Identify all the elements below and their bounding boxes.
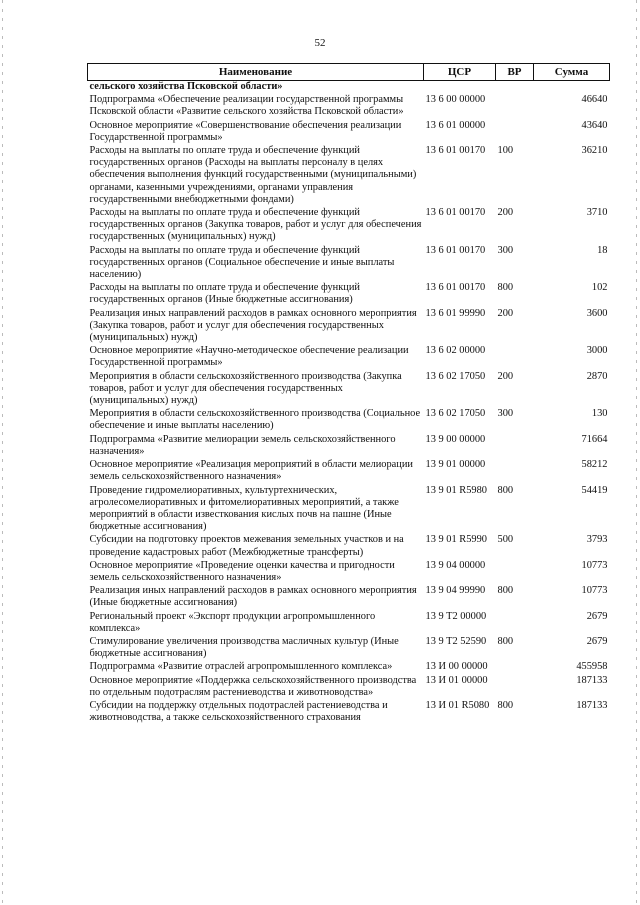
row-csr: 13 6 00 00000	[425, 94, 486, 106]
table-row	[88, 145, 610, 207]
row-name: Мероприятия в области сельскохозяйственного производства (Социальное обеспечение и иные выплаты населению)	[89, 408, 421, 432]
row-vr: 200	[497, 207, 514, 219]
row-name: Расходы на выплаты по оплате труда и обеспечение функций государственных органов (Иные бюджетные ассигнования)	[89, 282, 360, 306]
table-row	[88, 534, 610, 559]
row-vr: 300	[497, 244, 514, 256]
row-name: Проведение гидромелиоративных, культуртехнических, агролесомелиоративных и фитомелиоративных мероприятий, а также мероприятий в области известкования кислых почв на пашне (Иные бюджетные ассигнования)	[89, 484, 399, 533]
row-vr: 200	[497, 307, 514, 319]
row-name: Реализация иных направлений расходов в рамках основного мероприятия (Закупка товаров, работ и услуг для обеспечения государственных (муниципальных) нужд)	[89, 307, 417, 344]
row-sum: 3793	[586, 534, 608, 546]
row-vr	[496, 675, 534, 700]
row-vr	[496, 661, 534, 674]
row-vr: 800	[497, 699, 514, 711]
row-sum: 2870	[586, 370, 608, 382]
row-sum: 54419	[581, 484, 608, 496]
row-csr: 13 9 01 R5980	[425, 484, 487, 496]
table-body	[88, 81, 610, 726]
row-sum: 46640	[581, 94, 608, 106]
scan-edge-right	[636, 0, 637, 905]
row-sum: 3710	[586, 207, 608, 219]
row-csr: 13 6 01 00170	[425, 145, 486, 157]
row-vr: 100	[497, 145, 514, 157]
table-header-row	[88, 64, 610, 81]
row-name: Мероприятия в области сельскохозяйственного производства (Закупка товаров, работ и услуг для обеспечения государственных (муниципальных) нужд)	[89, 370, 402, 407]
row-csr: 13 И 01 R5080	[425, 699, 490, 711]
table-row	[88, 282, 610, 307]
row-name: Подпрограмма «Обеспечение реализации государственной программы Псковской области «Развитие сельского хозяйства Псковской области»	[89, 94, 404, 118]
row-vr: 800	[497, 484, 514, 496]
row-name: Основное мероприятие «Поддержка сельскохозяйственного производства по отдельным подотраслям растениеводства и животноводства»	[89, 674, 417, 698]
table-row	[88, 459, 610, 484]
continuation-text: сельского хозяйства Псковской области»	[89, 81, 283, 92]
row-name: Основное мероприятие «Проведение оценки качества и пригодности земель сельскохозяйственного назначения»	[89, 559, 395, 583]
row-sum: 2679	[586, 635, 608, 647]
row-sum: 187133	[576, 699, 608, 711]
row-vr: 300	[497, 408, 514, 420]
table-row	[88, 611, 610, 636]
row-sum: 58212	[581, 459, 608, 471]
table-row	[88, 585, 610, 610]
row-csr: 13 9 01 R5990	[425, 534, 487, 546]
table-row	[88, 434, 610, 459]
row-name: Субсидии на подготовку проектов межевания земельных участков и на проведение кадастровых работ (Межбюджетные трансферты)	[89, 534, 404, 558]
row-csr: 13 6 02 17050	[425, 408, 486, 420]
row-sum: 187133	[576, 674, 608, 686]
row-csr: 13 9 T2 52590	[425, 635, 487, 647]
header-name: Наименование	[88, 64, 424, 81]
row-csr: 13 И 01 00000	[425, 674, 488, 686]
header-vr: ВР	[496, 64, 534, 81]
table-row	[88, 308, 610, 346]
row-name: Субсидии на поддержку отдельных подотраслей растениеводства и животноводства, а также сельскохозяйственного страхования	[89, 699, 388, 724]
row-name: Расходы на выплаты по оплате труда и обеспечение функций государственных органов (Закупка товаров, работ и услуг для обеспечения государственных (муниципальных) нужд)	[89, 207, 422, 243]
row-vr	[496, 94, 534, 119]
row-csr: 13 9 04 00000	[425, 559, 486, 571]
row-name: Подпрограмма «Развитие отраслей агропромышленного комплекса»	[89, 661, 393, 673]
row-name: Расходы на выплаты по оплате труда и обеспечение функций государственных органов (Расходы на выплаты персоналу в целях обеспечения выполнения функций государственными (муниципальными) органами, казенными учреждениями, органами управления государственными внебюджетными фондами)	[89, 145, 417, 205]
table-row	[88, 661, 610, 674]
row-csr: 13 9 T2 00000	[425, 610, 487, 622]
table-row	[88, 94, 610, 119]
row-name: Основное мероприятие «Совершенствование обеспечения реализации Государственной программы»	[89, 119, 402, 143]
row-csr: 13 9 00 00000	[425, 433, 486, 445]
header-csr: ЦСР	[424, 64, 496, 81]
row-vr	[496, 434, 534, 459]
header-sum: Сумма	[534, 64, 610, 81]
table-row	[88, 371, 610, 409]
row-vr	[496, 120, 534, 145]
table-row	[88, 245, 610, 283]
table-row	[88, 675, 610, 700]
table-row	[88, 120, 610, 145]
row-csr: 13 6 01 00170	[425, 207, 486, 219]
row-sum: 71664	[581, 433, 608, 445]
scan-edge-left	[2, 0, 3, 905]
table-row	[88, 408, 610, 433]
row-name: Реализация иных направлений расходов в рамках основного мероприятия (Иные бюджетные ассигнования)	[89, 585, 417, 609]
budget-table	[87, 63, 610, 725]
row-sum: 10773	[581, 585, 608, 597]
row-csr: 13 6 01 00170	[425, 244, 486, 256]
row-sum: 10773	[581, 559, 608, 571]
row-name: Подпрограмма «Развитие мелиорации земель сельскохозяйственного назначения»	[89, 433, 396, 457]
table-row	[88, 485, 610, 535]
row-sum: 43640	[581, 119, 608, 131]
row-name: Основное мероприятие «Реализация мероприятий в области мелиорации земель сельскохозяйственного назначения»	[89, 459, 413, 483]
row-vr	[496, 611, 534, 636]
row-sum: 36210	[581, 145, 608, 157]
row-sum: 130	[591, 408, 608, 420]
table-row	[88, 560, 610, 585]
row-sum: 18	[597, 244, 608, 256]
table-row	[88, 700, 610, 725]
table-row	[88, 345, 610, 370]
row-csr: 13 9 01 00000	[425, 459, 486, 471]
row-csr: 13 6 02 17050	[425, 370, 486, 382]
row-sum: 102	[591, 282, 608, 294]
row-vr	[496, 459, 534, 484]
row-csr: 13 6 01 00000	[425, 119, 486, 131]
row-vr	[496, 560, 534, 585]
row-name: Региональный проект «Экспорт продукции агропромышленного комплекса»	[89, 610, 376, 634]
row-sum: 455958	[576, 661, 608, 673]
row-csr: 13 9 04 99990	[425, 585, 486, 597]
row-csr: 13 6 02 00000	[425, 345, 486, 357]
table-row	[88, 636, 610, 661]
row-name: Расходы на выплаты по оплате труда и обеспечение функций государственных органов (Социальное обеспечение и иные выплаты населению)	[89, 244, 395, 281]
table-row	[88, 207, 610, 245]
row-sum: 2679	[586, 610, 608, 622]
row-csr: 13 6 01 00170	[425, 282, 486, 294]
row-sum: 3600	[586, 307, 608, 319]
row-vr: 800	[497, 585, 514, 597]
row-name: Основное мероприятие «Научно-методическое обеспечение реализации Государственной программы»	[89, 345, 409, 369]
row-vr: 200	[497, 370, 514, 382]
row-vr: 800	[497, 282, 514, 294]
row-csr: 13 6 01 99990	[425, 307, 486, 319]
continuation-row	[88, 81, 610, 95]
page-number: 52	[314, 37, 326, 49]
row-name: Стимулирование увеличения производства масличных культур (Иные бюджетные ассигнования)	[89, 635, 399, 660]
row-sum: 3000	[586, 345, 608, 357]
row-vr: 500	[497, 534, 514, 546]
row-vr: 800	[497, 635, 514, 647]
row-csr: 13 И 00 00000	[425, 661, 488, 673]
row-vr	[496, 345, 534, 370]
